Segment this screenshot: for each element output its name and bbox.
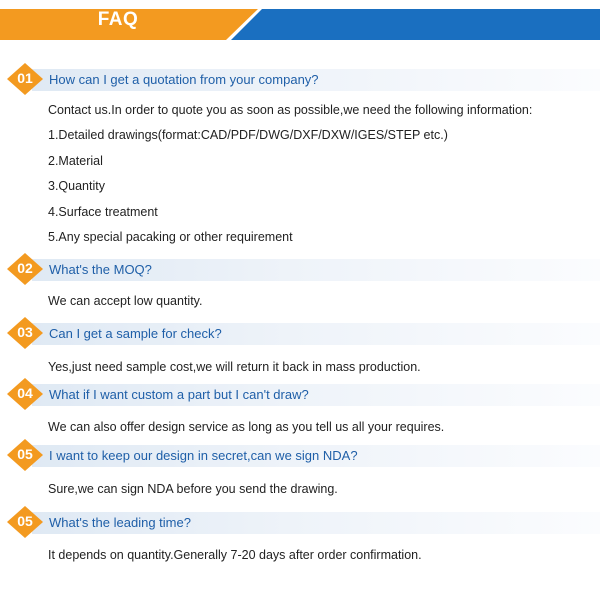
answer-line: It depends on quantity.Generally 7-20 days after order confirmation. — [48, 548, 422, 562]
question-number: 05 — [17, 446, 33, 462]
faq-header — [0, 0, 600, 40]
question-number: 01 — [17, 70, 33, 86]
answer-line: 4.Surface treatment — [48, 205, 158, 219]
number-badge — [6, 505, 44, 539]
answer-line: We can accept low quantity. — [48, 294, 203, 308]
answer-line: 1.Detailed drawings(format:CAD/PDF/DWG/DXF/DXW/IGES/STEP etc.) — [48, 128, 448, 142]
question-text: How can I get a quotation from your company? — [49, 72, 319, 87]
answer-line: Sure,we can sign NDA before you send the drawing. — [48, 482, 338, 496]
number-badge — [6, 252, 44, 286]
answer-line: 2.Material — [48, 154, 103, 168]
answer-line: 3.Quantity — [48, 179, 105, 193]
faq-question-row — [0, 320, 600, 346]
number-badge — [6, 62, 44, 96]
question-text: What if I want custom a part but I can't draw? — [49, 387, 309, 402]
number-badge — [6, 377, 44, 411]
question-number: 04 — [17, 385, 33, 401]
answer-line: Yes,just need sample cost,we will return it back in mass production. — [48, 360, 421, 374]
question-text: Can I get a sample for check? — [49, 326, 222, 341]
faq-question-row — [0, 256, 600, 282]
question-number: 05 — [17, 513, 33, 529]
question-text: I want to keep our design in secret,can we sign NDA? — [49, 448, 358, 463]
answer-line: We can also offer design service as long as you tell us all your requires. — [48, 420, 445, 434]
number-badge — [6, 438, 44, 472]
question-number: 03 — [17, 324, 33, 340]
question-number: 02 — [17, 260, 33, 276]
answer-line: Contact us.In order to quote you as soon as possible,we need the following information: — [48, 103, 533, 117]
faq-question-row — [0, 442, 600, 468]
faq-question-row — [0, 66, 600, 92]
faq-question-row — [0, 381, 600, 407]
number-badge — [6, 316, 44, 350]
answer-line: 5.Any special pacaking or other requirement — [48, 230, 293, 244]
page-title: FAQ — [97, 9, 139, 30]
question-text: What's the MOQ? — [49, 262, 152, 277]
faq-question-row — [0, 509, 600, 535]
question-text: What's the leading time? — [49, 515, 191, 530]
